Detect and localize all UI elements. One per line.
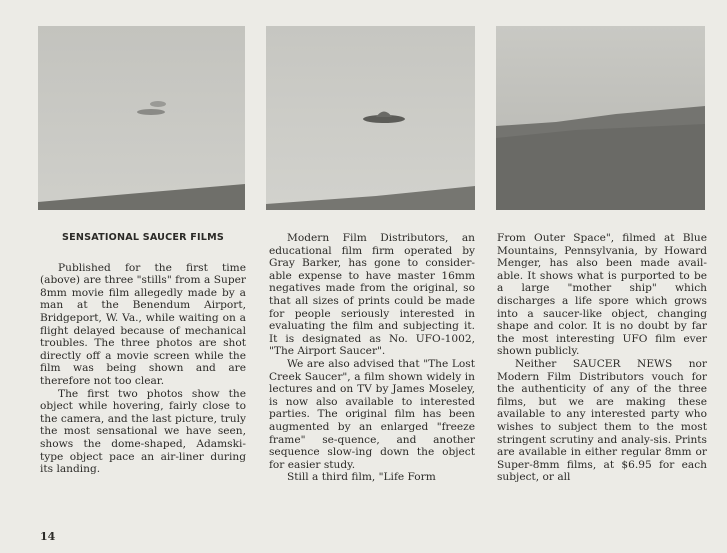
article-heading: SENSATIONAL SAUCER FILMS — [62, 232, 224, 243]
paragraph: We are also advised that "The Lost Creek Saucer", a film shown widely in lectures and on TV by James Moseley, is now also available to interested parties. The original film has been augmented by an enlarged "freeze frame" se-quence, and another sequence slow-ing down the object for easier study. — [269, 357, 475, 471]
paragraph: The first two photos show the object while hovering, fairly close to the camera, and the last picture, truly the most sensational we have seen, shows the dome-shaped, Adamski-type object pace an air-liner during its landing. — [40, 387, 246, 476]
paragraph: Still a third film, "Life Form — [287, 471, 436, 484]
page-number: 14 — [40, 530, 56, 543]
article-column-2 — [269, 232, 475, 484]
paragraph: Modern Film Distributors, an educational film firm operated by Gray Barker, has gone to consider-able expense to have master 16mm negatives made from the original, so that all sizes of prints could be made for people seriously interested in evaluating the film and subjecting it. It is designated as No. UFO-1002, "The Airport Saucer". — [269, 232, 475, 358]
film-still-2 — [266, 26, 475, 210]
film-still-1 — [38, 26, 245, 210]
paragraph: From Outer Space", filmed at Blue Mountains, Pennsylvania, by Howard Menger, has also been made avail-able. It shows what is purported to be a large "mother ship" which discharges a life spore which grows into a saucer-like object, changing shape and color. It is no doubt by far the most interesting UFO film ever shown publicly. — [497, 232, 707, 358]
article-column-3 — [497, 232, 707, 484]
paragraph: Published for the first time (above) are three "stills" from a Super 8mm movie film allegedly made by a man at the Benendum Airport, Bridgeport, W. Va., while waiting on a flight delayed because of mechanical troubles. The three photos are shot directly off a movie screen while the film was being shown and are therefore not too clear. — [40, 261, 246, 387]
article-column-1 — [40, 232, 246, 476]
film-still-3 — [496, 26, 705, 210]
paragraph: Neither SAUCER NEWS nor Modern Film Distributors vouch for the authenticity of any of the three films, but we are making these available to any interested party who wishes to subject them to the most stringent scrutiny and analy-sis. Prints are available in either regular 8mm or Super-8mm films, at $6.95 for each subject, or all — [497, 357, 707, 484]
saucer-shape — [137, 109, 165, 115]
